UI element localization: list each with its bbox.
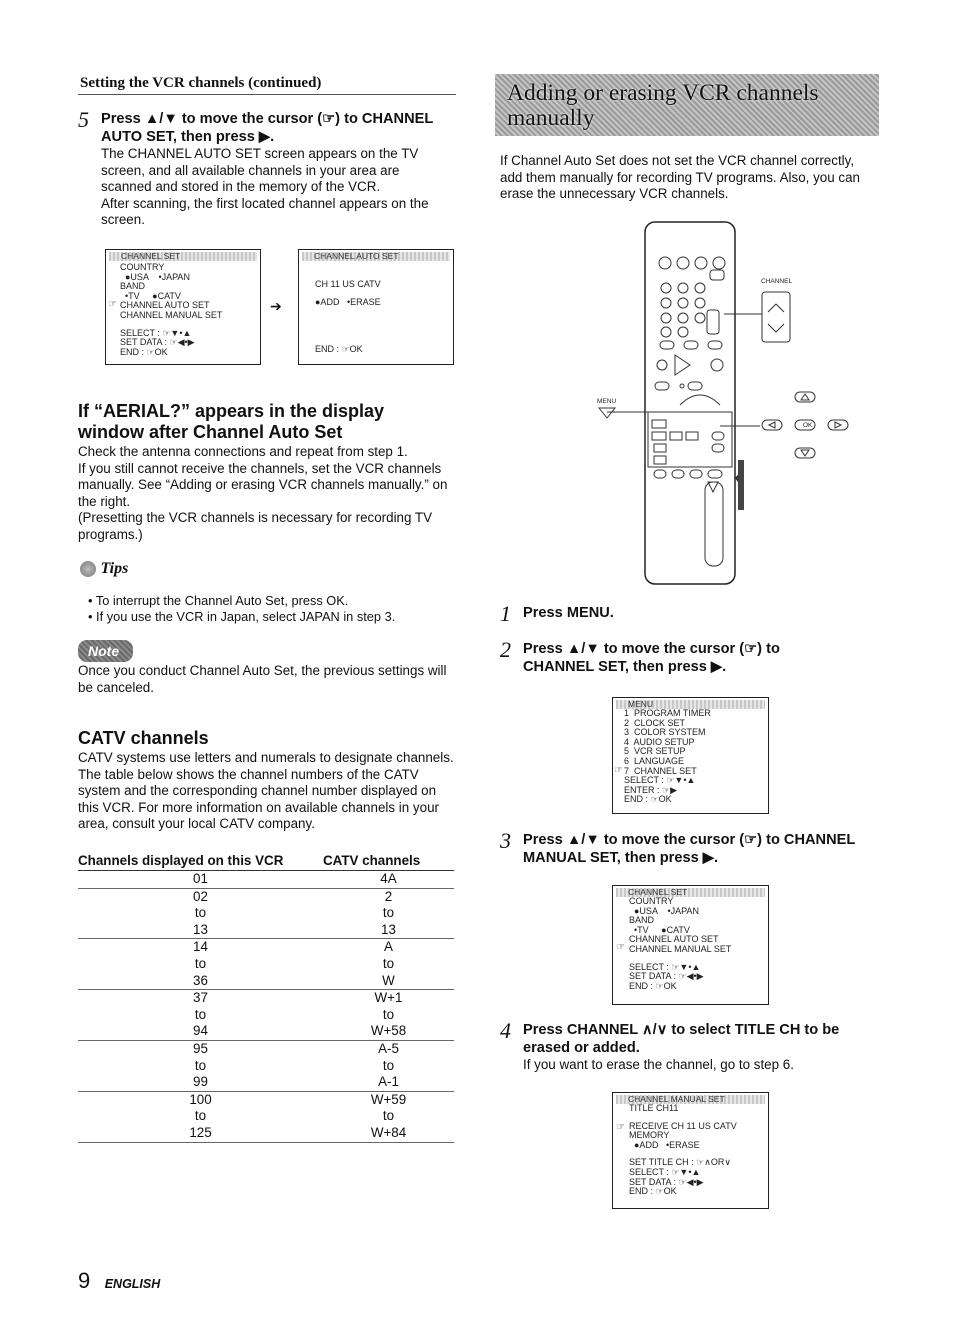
vcr-channel-cell: to [194, 1108, 207, 1124]
osd-line: END : ☞OK [629, 1186, 677, 1197]
vcr-channel-cell: to [194, 1006, 207, 1022]
page-number: 9 [78, 1268, 91, 1293]
table-row [78, 1058, 454, 1075]
aerial-p2: If you still cannot receive the channels, set the VCR channels manually. See “Adding or erasing VCR channels manually.” on the right. [78, 460, 448, 509]
page-footer [78, 1268, 160, 1294]
osd-line: 2 CLOCK SET [624, 717, 686, 728]
osd-line: 5 VCR SETUP [624, 746, 686, 757]
remote-control-illustration [590, 220, 860, 590]
table-header: Channels displayed on this VCR [78, 850, 323, 871]
catv-channel-cell: to [382, 905, 395, 921]
osd-channel-set-screen [105, 249, 261, 365]
note-badge [78, 640, 133, 662]
step-number: 4 [500, 1018, 511, 1043]
catv-channel-cell: W+1 [374, 990, 403, 1006]
step-number: 5 [78, 107, 89, 132]
aerial-p1: Check the antenna connections and repeat from step 1. [78, 444, 408, 459]
osd-line: •TV ●CATV [629, 924, 690, 935]
osd-line: •TV ●CATV [120, 290, 181, 301]
section-title [507, 81, 819, 131]
osd-channel-manual-set-screen [612, 1092, 769, 1209]
step-1-heading: Press MENU. [523, 605, 614, 621]
cursor-hand-icon: ☞ [616, 1122, 625, 1133]
osd-line: CHANNEL MANUAL SET [629, 943, 732, 954]
osd-line: END : ☞OK [120, 346, 168, 357]
step-number: 3 [500, 828, 511, 853]
catv-channel-cell: A [384, 939, 393, 955]
osd-line: SET DATA : ☞◀•▶ [629, 1176, 704, 1187]
osd-line: CHANNEL AUTO SET [629, 934, 719, 945]
table-row [78, 1108, 454, 1125]
catv-text: CATV systems use letters and numerals to designate channels. The table below shows the channel numbers of the CATV system and the corresponding channel number displayed on this VCR. For more information on available channels in your area, consult your local CATV company. [78, 750, 454, 832]
table-row [78, 990, 454, 1007]
osd-line: ●USA •JAPAN [629, 905, 699, 916]
vcr-channel-cell: 36 [78, 973, 323, 990]
osd-title: CHANNEL MANUAL SET [616, 1095, 765, 1104]
osd-line: 3 COLOR SYSTEM [624, 727, 706, 738]
vcr-channel-cell: 94 [78, 1023, 323, 1040]
tip-item: • If you use the VCR in Japan, select JAPAN in step 3. [88, 609, 453, 625]
vcr-channel-cell: 125 [78, 1125, 323, 1142]
osd-line: ●ADD •ERASE [315, 297, 381, 307]
tips-list [88, 593, 453, 625]
section-title-banner [495, 74, 879, 136]
step-5-heading: Press ▲/▼ to move the cursor (☞) to CHANNEL AUTO SET, then press ▶. [101, 111, 434, 145]
catv-channel-cell: to [382, 955, 395, 971]
osd-line: SET DATA : ☞◀•▶ [120, 337, 195, 348]
section-header: Setting the VCR channels (continued) [80, 75, 322, 91]
catv-channel-table [78, 850, 454, 1143]
table-row [78, 1007, 454, 1024]
catv-channel-cell: A-5 [378, 1040, 399, 1056]
step-5-text: The CHANNEL AUTO SET screen appears on the TV screen, and all available channels in your area are scanned and stored in the memory of the VCR. [101, 146, 419, 195]
osd-line: END : ☞OK [315, 344, 363, 354]
table-row [78, 1074, 454, 1091]
table-row [78, 1023, 454, 1040]
catv-channel-cell: W+59 [370, 1091, 407, 1107]
note-label: Note [88, 643, 120, 659]
osd-line: RECEIVE CH 11 US CATV [629, 1120, 737, 1131]
osd-line: END : ☞OK [624, 794, 672, 805]
vcr-channel-cell: 99 [78, 1074, 323, 1091]
vcr-channel-cell: to [194, 955, 207, 971]
step-number: 2 [500, 637, 511, 662]
vcr-channel-cell: 01 [78, 871, 323, 889]
catv-heading: CATV channels [78, 728, 209, 748]
note-text: Once you conduct Channel Auto Set, the previous settings will be canceled. [78, 663, 447, 695]
cursor-hand-icon: ☞ [616, 942, 625, 953]
catv-channel-cell: 2 [384, 888, 393, 904]
osd-title: CHANNEL SET [109, 252, 257, 261]
step-5 [78, 107, 453, 229]
osd-line: END : ☞OK [629, 980, 677, 991]
table-row [78, 1040, 454, 1057]
table-header: CATV channels [323, 850, 454, 871]
table-row [78, 905, 454, 922]
vcr-channel-cell: 100 [189, 1091, 212, 1107]
tips-text: Tips [100, 560, 129, 577]
vcr-channel-cell: 13 [78, 922, 323, 939]
step-1 [500, 601, 880, 626]
aerial-p3: (Presetting the VCR channels is necessary for recording TV programs.) [78, 510, 433, 542]
table-row [78, 922, 454, 939]
osd-line: SELECT : ☞▼•▲ [629, 961, 701, 972]
tips-label [80, 560, 128, 578]
table-row [78, 939, 454, 956]
catv-channel-cell: A-1 [323, 1074, 454, 1091]
section-title-line-1: Adding or erasing VCR channels [507, 80, 819, 106]
step-4 [500, 1018, 880, 1074]
vcr-channel-cell: to [194, 1057, 207, 1073]
catv-channel-cell: 4A [323, 871, 454, 889]
osd-line: COUNTRY [120, 262, 165, 272]
step-5-text-2: After scanning, the first located channel appears on the screen. [101, 195, 429, 228]
catv-channel-cell: to [382, 1108, 395, 1124]
step-number: 1 [500, 601, 511, 626]
osd-line: 6 LANGUAGE [624, 755, 685, 766]
table-row [78, 956, 454, 973]
osd-line: MEMORY [629, 1130, 670, 1141]
tips-icon [80, 561, 96, 577]
catv-channel-cell: to [382, 1057, 395, 1073]
osd-line: CHANNEL MANUAL SET [120, 309, 223, 320]
osd-line: SELECT : ☞▼•▲ [629, 1166, 701, 1177]
osd-line: SELECT : ☞▼•▲ [120, 327, 192, 338]
osd-line: BAND [120, 281, 146, 292]
table-row [78, 1125, 454, 1142]
osd-title: MENU [616, 700, 765, 709]
vcr-channel-cell: 14 [193, 939, 208, 955]
step-3 [500, 828, 860, 867]
catv-channel-cell: 13 [323, 922, 454, 939]
intro-text: If Channel Auto Set does not set the VCR channel correctly, add them manually for recording TV programs. Also, you can erase the unnecessary VCR channels. [500, 153, 860, 202]
step-4-heading: Press CHANNEL ∧/∨ to select TITLE CH to be erased or added. [523, 1022, 840, 1056]
osd-title: CHANNEL AUTO SET [302, 252, 450, 261]
osd-line: 1 PROGRAM TIMER [624, 708, 711, 718]
osd-line: ●ADD •ERASE [629, 1139, 700, 1150]
cursor-hand-icon: ☞ [614, 765, 623, 776]
section-header-rule [78, 94, 456, 95]
osd-line: CH 11 US CATV [315, 279, 381, 289]
osd-line: ●USA •JAPAN [120, 271, 190, 282]
aerial-heading: If “AERIAL?” appears in the display window after Channel Auto Set [78, 401, 385, 442]
aerial-body [78, 444, 456, 544]
next-arrow-icon: ➔ [270, 298, 282, 314]
osd-title: CHANNEL SET [616, 888, 765, 897]
step-2-heading: Press ▲/▼ to move the cursor (☞) to CHANNEL SET, then press ▶. [523, 641, 780, 675]
catv-channel-cell: W [323, 973, 454, 990]
osd-channel-set-screen-2 [612, 885, 769, 1005]
table-row [78, 1091, 454, 1108]
vcr-channel-cell: 37 [193, 990, 208, 1006]
osd-line: SET TITLE CH : ☞∧OR∨ [629, 1157, 731, 1168]
section-title-line-2: manually [507, 105, 595, 131]
vcr-channel-cell: 95 [193, 1040, 208, 1056]
remote-ok-label: OK [803, 422, 813, 429]
step-4-text: If you want to erase the channel, go to step 6. [523, 1057, 794, 1072]
catv-channel-cell: W+84 [323, 1125, 454, 1142]
osd-line: TITLE CH11 [629, 1103, 679, 1113]
catv-channel-cell: W+58 [323, 1023, 454, 1040]
table-row [78, 888, 454, 905]
vcr-channel-cell: to [194, 905, 207, 921]
osd-line: COUNTRY [629, 896, 674, 906]
osd-line: SET DATA : ☞◀•▶ [629, 971, 704, 982]
cursor-hand-icon: ☞ [108, 299, 117, 310]
table-row [78, 871, 454, 889]
osd-menu-screen [612, 697, 769, 814]
osd-line: CHANNEL AUTO SET [120, 300, 210, 311]
osd-line: 4 AUDIO SETUP [624, 736, 695, 747]
osd-line: ENTER : ☞▶ [624, 784, 677, 795]
footer-language: ENGLISH [104, 1277, 161, 1291]
tip-item: • To interrupt the Channel Auto Set, press OK. [88, 593, 453, 609]
step-2 [500, 637, 820, 676]
osd-line: SELECT : ☞▼•▲ [624, 775, 696, 786]
vcr-channel-cell: 02 [193, 888, 208, 904]
table-row [78, 973, 454, 990]
osd-line: BAND [629, 915, 655, 926]
remote-channel-label: CHANNEL [761, 278, 793, 285]
step-3-heading: Press ▲/▼ to move the cursor (☞) to CHANNEL MANUAL SET, then press ▶. [523, 832, 856, 866]
catv-channel-cell: to [382, 1006, 395, 1022]
remote-menu-label: MENU [597, 398, 617, 405]
osd-line: 7 CHANNEL SET [624, 765, 697, 776]
osd-channel-auto-set-screen [298, 249, 454, 365]
